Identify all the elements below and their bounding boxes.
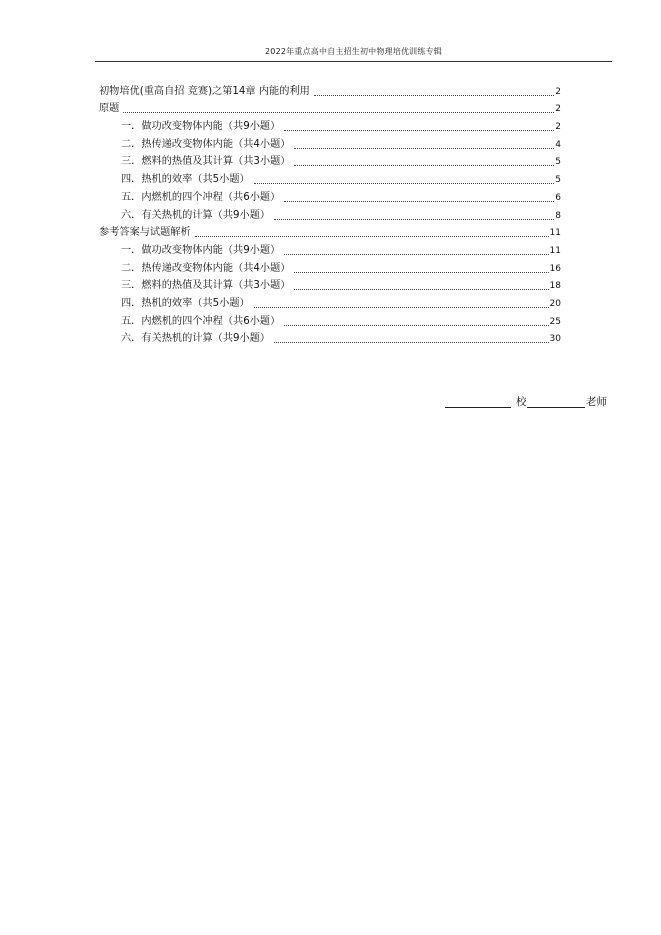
- toc-entry-page: 5: [555, 175, 561, 186]
- toc-entry[interactable]: [99, 168, 561, 186]
- toc-entry-title: 四．热机的效率（共5小题）: [121, 297, 250, 309]
- school-blank: [445, 407, 511, 408]
- toc-entry-page: 20: [549, 298, 561, 309]
- toc-entry-page: 5: [555, 157, 561, 168]
- toc-entry-page: 18: [549, 281, 561, 292]
- toc-entry[interactable]: [99, 239, 561, 257]
- toc-entry-title: 一．做功改变物体内能（共9小题）: [121, 121, 281, 133]
- toc-entry[interactable]: [99, 80, 561, 98]
- toc-dot-leader: [284, 130, 554, 131]
- toc-dot-leader: [294, 165, 554, 166]
- toc-entry[interactable]: [99, 222, 561, 240]
- toc-entry-title: 六．有关热机的计算（共9小题）: [121, 333, 271, 345]
- toc-dot-leader: [284, 254, 548, 255]
- teacher-blank: [527, 407, 585, 408]
- toc-entry-title: 四．热机的效率（共5小题）: [121, 174, 250, 186]
- toc-entry[interactable]: [99, 186, 561, 204]
- toc-entry-page: 30: [549, 334, 561, 345]
- toc-entry-page: 2: [555, 104, 561, 115]
- toc-entry-title: 一．做功改变物体内能（共9小题）: [121, 244, 281, 256]
- toc-entry-title: 五．内燃机的四个冲程（共6小题）: [121, 191, 281, 203]
- toc-entry-title: 五．内燃机的四个冲程（共6小题）: [121, 315, 281, 327]
- toc-entry[interactable]: [99, 328, 561, 346]
- toc-entry-page: 11: [549, 245, 561, 256]
- toc-dot-leader: [294, 148, 554, 149]
- toc-entry-page: 8: [555, 210, 561, 221]
- toc-entry-title: 三．燃料的热值及其计算（共3小题）: [121, 280, 291, 292]
- toc-entry-page: 11: [549, 228, 561, 239]
- toc-entry-title: 初物培优(重高自招 竞赛)之第14章 内能的利用: [99, 85, 310, 97]
- toc-dot-leader: [314, 95, 554, 96]
- header-divider: [95, 61, 612, 62]
- toc-entry-title: 二．热传递改变物体内能（共4小题）: [121, 262, 291, 274]
- teacher-label: 老师: [586, 396, 607, 408]
- toc-dot-leader: [284, 325, 548, 326]
- table-of-contents: [99, 80, 561, 345]
- toc-dot-leader: [123, 112, 554, 113]
- toc-entry-page: 25: [549, 316, 561, 327]
- toc-entry[interactable]: [99, 98, 561, 116]
- toc-dot-leader: [284, 201, 554, 202]
- toc-entry-title: 二．热传递改变物体内能（共4小题）: [121, 138, 291, 150]
- toc-dot-leader: [254, 183, 554, 184]
- toc-entry[interactable]: [99, 310, 561, 328]
- toc-dot-leader: [294, 289, 548, 290]
- toc-entry-page: 2: [555, 122, 561, 133]
- toc-entry-title: 原题: [99, 103, 120, 115]
- signature-line: [445, 395, 610, 409]
- toc-entry-title: 参考答案与试题解析: [99, 227, 191, 239]
- toc-entry[interactable]: [99, 133, 561, 151]
- toc-entry[interactable]: [99, 275, 561, 293]
- toc-dot-leader: [195, 236, 549, 237]
- toc-dot-leader: [274, 342, 548, 343]
- school-label: 校: [516, 396, 527, 408]
- toc-entry[interactable]: [99, 257, 561, 275]
- toc-dot-leader: [294, 272, 548, 273]
- toc-dot-leader: [254, 307, 549, 308]
- toc-dot-leader: [274, 219, 554, 220]
- toc-entry-page: 6: [555, 192, 561, 203]
- toc-entry-title: 三．燃料的热值及其计算（共3小题）: [121, 156, 291, 168]
- toc-entry-page: 16: [549, 263, 561, 274]
- toc-entry-title: 六．有关热机的计算（共9小题）: [121, 209, 271, 221]
- page-header: 2022年重点高中自主招生初中物理培优训练专辑: [265, 47, 442, 56]
- toc-entry[interactable]: [99, 292, 561, 310]
- toc-entry[interactable]: [99, 204, 561, 222]
- toc-entry-page: 4: [555, 139, 561, 150]
- toc-entry-page: 2: [555, 86, 561, 97]
- toc-entry[interactable]: [99, 151, 561, 169]
- toc-entry[interactable]: [99, 115, 561, 133]
